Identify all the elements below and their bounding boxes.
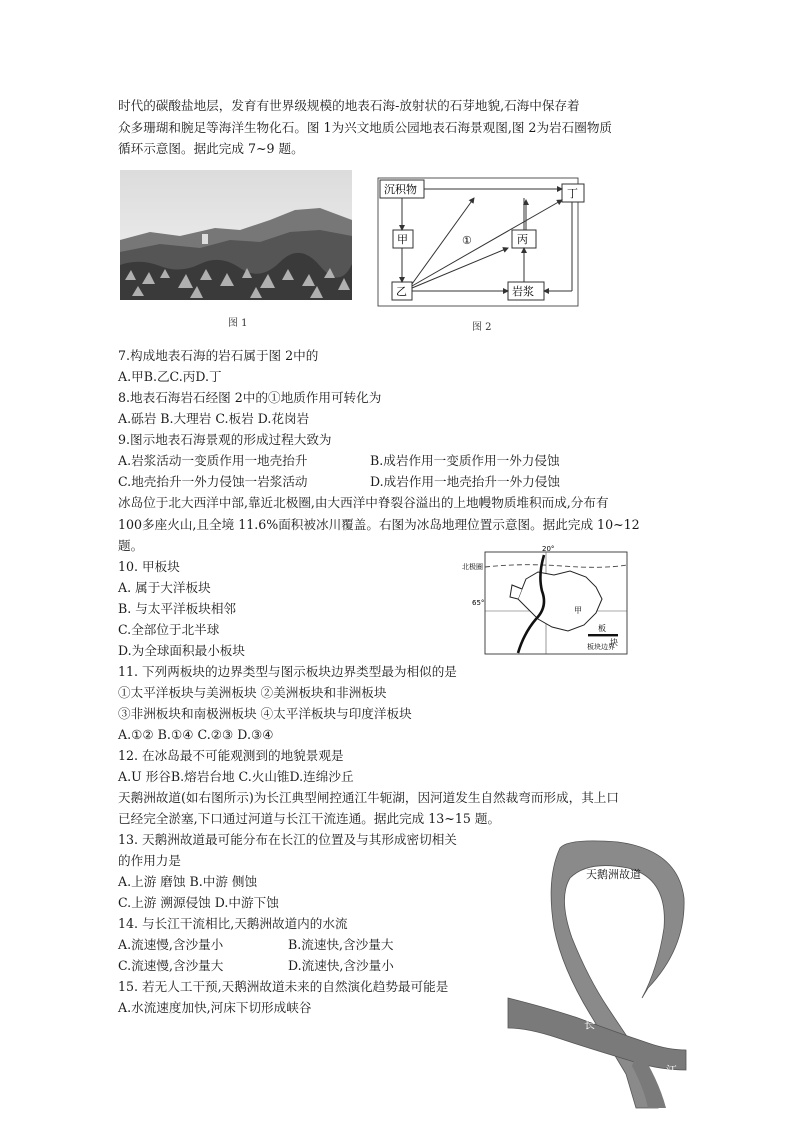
q10-option-b: B. 与太平洋板块相邻 <box>118 601 237 616</box>
q10-stem: 10. 甲板块 <box>118 559 180 574</box>
figure1-stone-sea-photo <box>120 170 352 300</box>
node-sediment: 沉积物 <box>384 183 417 196</box>
q11-items-12: ①太平洋板块与美洲板块 ②美洲板块和非洲板块 <box>118 685 387 700</box>
map-legend-boundary: 板块边界 <box>587 643 615 651</box>
intro-line-2: 众多珊瑚和腕足等海洋生物化石。图 1为兴文地质公园地表石海景观图,图 2为岩石圈物质 <box>118 120 613 135</box>
river-fig-jiang: 江 <box>666 1064 677 1077</box>
q14-stem: 14. 与长江干流相比,天鹅洲故道内的水流 <box>118 916 348 931</box>
q14-option-c: C.流速慢,含沙量大 <box>118 958 224 973</box>
q15-stem: 15. 若无人工干预,天鹅洲故道未来的自然演化趋势最可能是 <box>118 979 449 994</box>
q13-options-ab: A.上游 磨蚀 B.中游 侧蚀 <box>118 874 258 889</box>
q9-stem: 9.图示地表石海景观的形成过程大致为 <box>118 432 332 447</box>
q14-option-a: A.流速慢,含沙量小 <box>118 937 224 952</box>
intro-line-1: 时代的碳酸盐地层，发育有世界级规模的地表石海-放射状的石芽地貌,石海中保存着 <box>118 98 580 113</box>
node-magma: 岩浆 <box>512 285 534 298</box>
iceland-intro-3: 题。 <box>118 538 144 553</box>
map-lat-65: 65° <box>472 599 485 607</box>
figure1-caption: 图 1 <box>228 318 248 329</box>
map-plate-char-1: 甲 <box>574 606 582 615</box>
q13-stem-1: 13. 天鹅洲故道最可能分布在长江的位置及与其形成密切相关 <box>118 832 457 847</box>
q11-stem: 11. 下列两板块的边界类型与图示板块边界类型最为相似的是 <box>118 664 457 679</box>
iceland-intro-2: 100多座火山,且全境 11.6%面积被冰川覆盖。右图为冰岛地理位置示意图。据此完成 10~12 <box>118 517 640 532</box>
node-yi: 乙 <box>396 285 407 298</box>
q10-option-d: D.为全球面积最小板块 <box>118 643 245 658</box>
q13-stem-2: 的作用力是 <box>118 853 181 868</box>
map-plate-char-2: 板 <box>598 624 606 633</box>
q7-options: A.甲B.乙C.丙D.丁 <box>118 369 222 384</box>
intro-line-3: 循环示意图。据此完成 7~9 题。 <box>118 141 304 156</box>
river-fig-title: 天鹅洲故道 <box>586 868 641 881</box>
q13-options-cd: C.上游 溯源侵蚀 D.中游下蚀 <box>118 895 279 910</box>
figure2-rock-cycle-diagram <box>376 178 578 310</box>
tianezhou-intro-1: 天鹅洲故道(如右图所示)为长江典型闸控通江牛轭湖，因河道发生自然裁弯而形成，其上口 <box>118 790 619 805</box>
map-lon-20: 20° <box>542 545 555 553</box>
q8-stem: 8.地表石海岩石经图 2中的①地质作用可转化为 <box>118 390 382 405</box>
iceland-map <box>462 545 628 655</box>
q9-option-d: D.成岩作用一地壳抬升一外力侵蚀 <box>370 474 560 489</box>
q12-stem: 12. 在冰岛最不可能观测到的地貌景观是 <box>118 748 344 763</box>
q9-option-c: C.地壳抬升一外力侵蚀一岩浆活动 <box>118 474 308 489</box>
map-arctic-circle: 北极圈 <box>462 563 483 571</box>
figure2-caption: 图 2 <box>472 322 492 333</box>
map-plate-char-3: 块 <box>610 638 618 647</box>
river-fig-chang: 长 <box>584 1018 595 1031</box>
q14-option-b: B.流速快,含沙量大 <box>288 937 394 952</box>
process-label-1: ① <box>462 234 472 247</box>
tianezhou-intro-2: 已经完全淤塞,下口通过河道与长江干流连通。据此完成 13~15 题。 <box>118 811 501 826</box>
q15-option-a: A.水流速度加快,河床下切形成峡谷 <box>118 1000 312 1015</box>
node-ding: 丁 <box>567 187 578 200</box>
q11-items-34: ③非洲板块和南极洲板块 ④太平洋板块与印度洋板块 <box>118 706 412 721</box>
q10-option-a: A. 属于大洋板块 <box>118 580 211 595</box>
tianezhou-oxbow-figure <box>508 838 686 1108</box>
iceland-intro-1: 冰岛位于北大西洋中部,靠近北极圈,由大西洋中脊裂谷溢出的上地幔物质堆积而成,分布有 <box>118 495 609 510</box>
q10-option-c: C.全部位于北半球 <box>118 622 220 637</box>
q7-stem: 7.构成地表石海的岩石属于图 2中的 <box>118 348 319 363</box>
q8-options: A.砾岩 B.大理岩 C.板岩 D.花岗岩 <box>118 411 310 426</box>
q14-option-d: D.流速快,含沙量小 <box>288 958 394 973</box>
q12-options: A.U 形谷B.熔岩台地 C.火山锥D.连绵沙丘 <box>118 769 354 784</box>
q9-option-b: B.成岩作用一变质作用一外力侵蚀 <box>370 453 560 468</box>
node-jia: 甲 <box>397 233 408 246</box>
node-bing: 丙 <box>517 233 528 246</box>
q9-option-a: A.岩浆活动一变质作用一地壳抬升 <box>118 453 308 468</box>
q11-options: A.①② B.①④ C.②③ D.③④ <box>118 727 274 742</box>
